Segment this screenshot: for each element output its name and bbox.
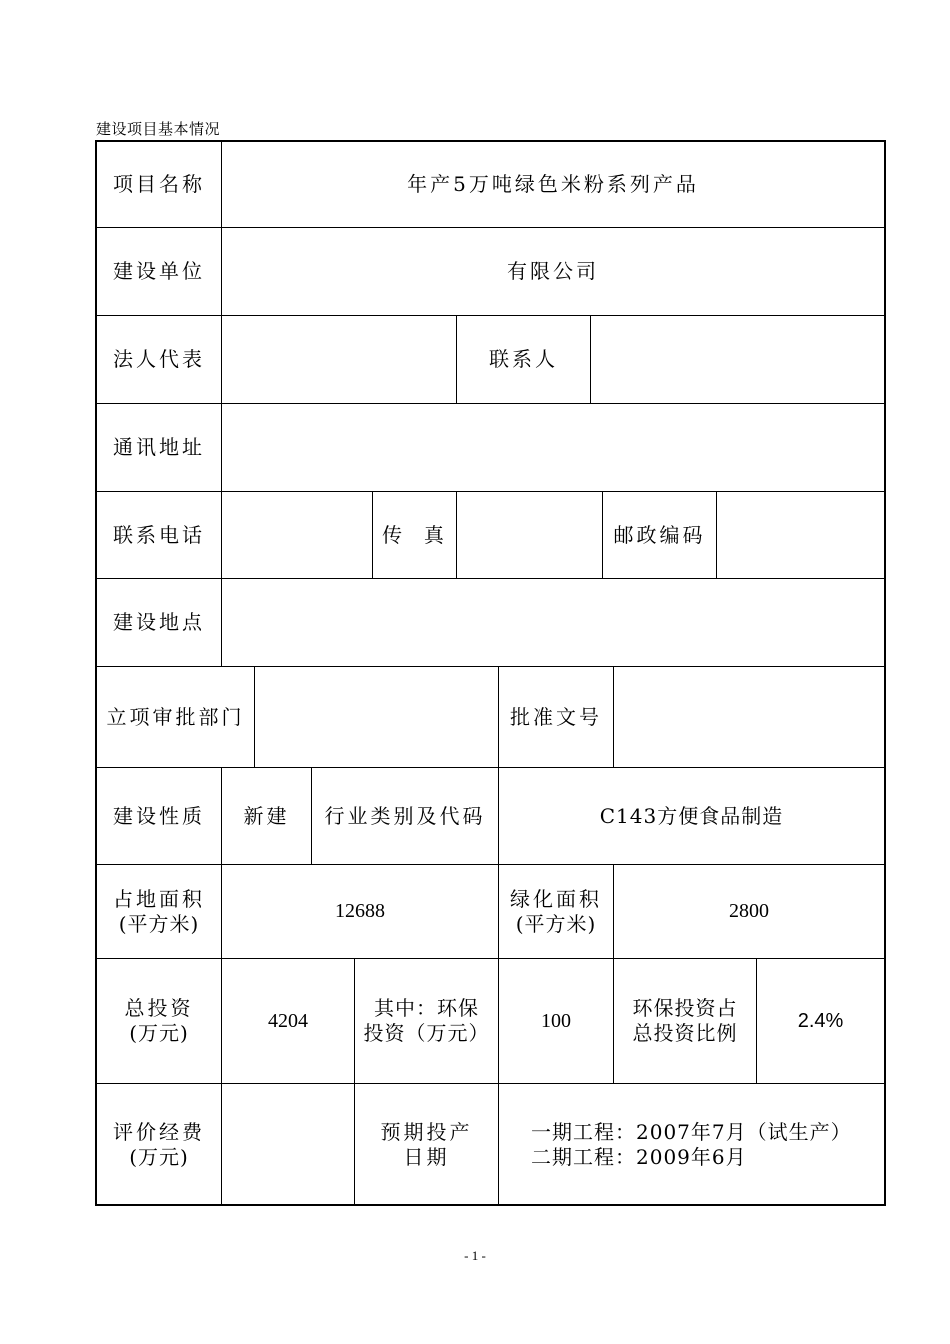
address-label: 通讯地址 <box>113 435 205 459</box>
green-area-value: 2800 <box>729 900 769 922</box>
total-investment-label-line1: 总投资 <box>124 996 194 1020</box>
green-area-label <box>499 865 613 958</box>
phase1-date: 一期工程：2007年7月（试生产） <box>531 1120 852 1144</box>
nature-value: 新建 <box>243 803 290 828</box>
env-ratio-label-line2: 总投资比例 <box>632 1021 738 1045</box>
production-date-value <box>499 1084 884 1206</box>
approval-dept-value <box>255 667 498 767</box>
phone-value <box>222 492 372 578</box>
evaluation-fee-label-line2: (万元) <box>129 1145 189 1169</box>
nature-label: 建设性质 <box>113 803 205 828</box>
industry-value: C143方便食品制造 <box>599 803 784 828</box>
total-investment-label <box>97 959 221 1083</box>
project-name-label: 项目名称 <box>113 172 205 196</box>
land-area-label <box>97 865 221 958</box>
construction-unit-label: 建设单位 <box>113 259 205 283</box>
land-area-label-line2: (平方米) <box>118 911 200 936</box>
approval-doc-value <box>614 667 884 767</box>
evaluation-fee-value <box>222 1084 354 1206</box>
phone-label: 联系电话 <box>113 522 205 547</box>
env-investment-label-line2: 投资（万元） <box>363 1021 490 1045</box>
approval-dept-label: 立项审批部门 <box>106 704 245 729</box>
production-date-label <box>355 1084 498 1206</box>
page-number: - 1 - <box>464 1248 486 1263</box>
legal-rep-label: 法人代表 <box>113 347 205 371</box>
env-ratio-label-line1: 环保投资占 <box>632 996 738 1020</box>
evaluation-fee-label-line1: 评价经费 <box>113 1120 205 1144</box>
postcode-value <box>717 492 884 578</box>
total-investment-value: 4204 <box>268 1009 308 1032</box>
env-investment-label <box>355 959 498 1083</box>
project-name-value: 年产5万吨绿色米粉系列产品 <box>407 172 699 196</box>
approval-doc-label: 批准文号 <box>510 704 602 729</box>
green-area-label-line2: (平方米) <box>515 911 597 936</box>
evaluation-fee-label <box>97 1084 221 1206</box>
site-label: 建设地点 <box>113 610 205 634</box>
env-ratio-value: 2.4% <box>797 1009 844 1032</box>
land-area-value: 12688 <box>335 900 385 922</box>
industry-label: 行业类别及代码 <box>324 803 486 828</box>
env-investment-label-line1: 其中：环保 <box>374 996 479 1020</box>
contact-value <box>591 316 884 403</box>
env-ratio-label <box>614 959 756 1083</box>
contact-label: 联系人 <box>489 347 558 371</box>
postcode-label: 邮政编码 <box>613 522 706 547</box>
env-investment-value: 100 <box>541 1009 571 1032</box>
fax-label: 传 真 <box>382 522 447 547</box>
construction-unit-value: 有限公司 <box>507 259 599 283</box>
project-info-table <box>95 140 886 1206</box>
production-date-label-line2: 日期 <box>403 1145 450 1169</box>
production-date-label-line1: 预期投产 <box>380 1120 473 1144</box>
green-area-label-line1: 绿化面积 <box>510 886 602 911</box>
land-area-label-line1: 占地面积 <box>113 886 205 911</box>
fax-value <box>457 492 602 578</box>
legal-rep-value <box>222 316 456 403</box>
total-investment-label-line2: (万元) <box>129 1021 189 1045</box>
phase2-date: 二期工程：2009年6月 <box>531 1145 747 1169</box>
site-value <box>222 579 884 666</box>
address-value <box>222 404 884 491</box>
section-caption: 建设项目基本情况 <box>96 120 221 138</box>
